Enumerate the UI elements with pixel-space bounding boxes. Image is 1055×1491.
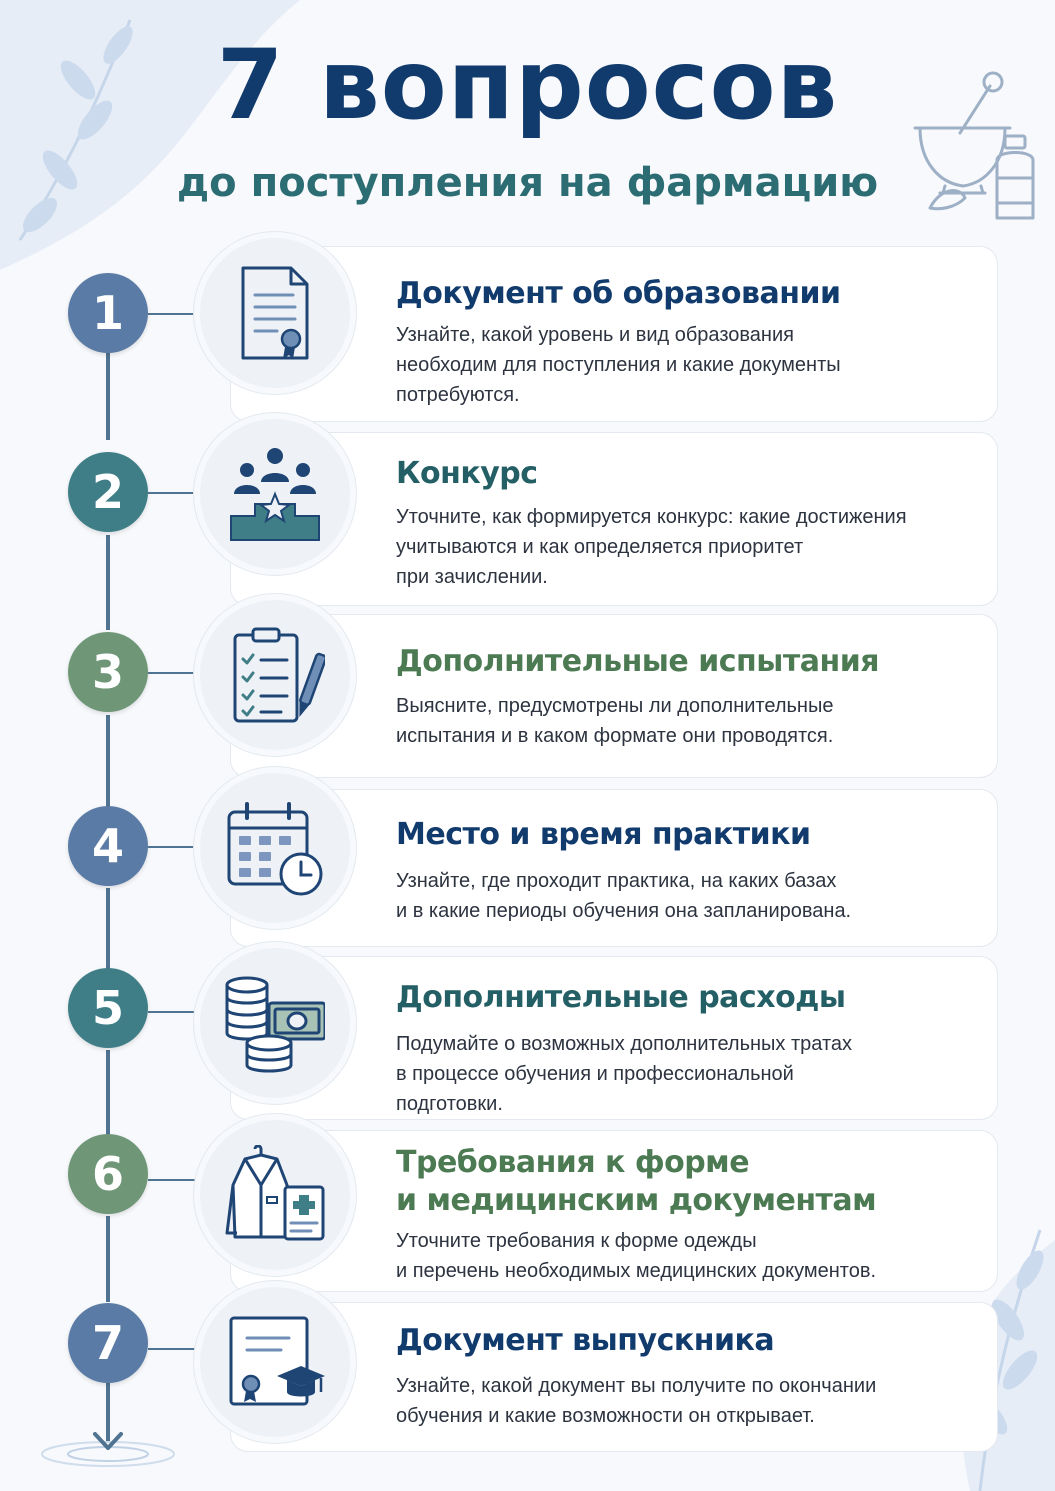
calendar-clock-icon xyxy=(225,798,325,898)
timeline-line-5 xyxy=(106,1050,110,1136)
step-title-3: Дополнительные испытания xyxy=(396,644,880,679)
step-title-6: Требования к форме и медицинским документам xyxy=(396,1145,877,1218)
diploma-certificate-icon xyxy=(225,263,325,363)
step-icon-circle-7 xyxy=(200,1287,350,1437)
step-icon-circle-4 xyxy=(200,773,350,923)
step-icon-circle-6 xyxy=(200,1120,350,1270)
coins-money-icon xyxy=(225,973,325,1073)
timeline-line-6 xyxy=(106,1216,110,1302)
header xyxy=(0,30,1055,208)
step-number-5: 5 xyxy=(68,968,148,1048)
timeline-line-1 xyxy=(106,352,110,440)
step-title-1: Документ об образовании xyxy=(396,276,841,311)
step-connector-1 xyxy=(148,313,200,315)
step-description-1: Узнайте, какой уровень и вид образования необходим для поступления и какие документы потребуются. xyxy=(396,324,841,406)
step-icon-circle-3 xyxy=(200,600,350,750)
step-connector-3 xyxy=(148,672,200,674)
step-title-5: Дополнительные расходы xyxy=(396,980,846,1015)
mortar-pestle-bottle-icon xyxy=(905,68,1040,228)
step-number-2: 2 xyxy=(68,452,148,532)
step-description-3: Выясните, предусмотрены ли дополнительные испытания и в каком формате они проводятся. xyxy=(396,695,834,747)
competition-podium-icon xyxy=(225,444,325,544)
step-number-1: 1 xyxy=(68,273,148,353)
timeline-line-3 xyxy=(106,715,110,808)
step-title-4: Место и время практики xyxy=(396,817,811,852)
step-title-2: Конкурс xyxy=(396,456,538,491)
step-description-5: Подумайте о возможных дополнительных тратах в процессе обучения и профессиональной подготовки. xyxy=(396,1033,852,1115)
clipboard-checklist-icon xyxy=(225,625,325,725)
step-icon-circle-1 xyxy=(200,238,350,388)
step-icon-circle-5 xyxy=(200,948,350,1098)
timeline-line-4 xyxy=(106,888,110,971)
lab-coat-medical-document-icon xyxy=(225,1145,325,1245)
step-number-7: 7 xyxy=(68,1303,148,1383)
step-connector-7 xyxy=(148,1348,200,1350)
graduate-document-icon xyxy=(225,1312,325,1412)
step-description-6: Уточните требования к форме одежды и перечень необходимых медицинских документов. xyxy=(396,1230,877,1282)
step-connector-4 xyxy=(148,846,200,848)
step-number-3: 3 xyxy=(68,632,148,712)
page-subtitle: до поступления на фармацию xyxy=(176,160,879,206)
page-title: 7 вопросов xyxy=(216,29,839,141)
step-title-7: Документ выпускника xyxy=(396,1323,775,1358)
step-connector-6 xyxy=(148,1179,200,1181)
step-description-4: Узнайте, где проходит практика, на каких базах и в какие периоды обучения она запланирована. xyxy=(396,870,852,922)
step-connector-2 xyxy=(148,492,200,494)
step-number-4: 4 xyxy=(68,806,148,886)
step-number-6: 6 xyxy=(68,1134,148,1214)
step-connector-5 xyxy=(148,1011,200,1013)
step-description-7: Узнайте, какой документ вы получите по окончании обучения и какие возможности он открывает. xyxy=(396,1375,877,1427)
step-icon-circle-2 xyxy=(200,419,350,569)
step-description-2: Уточните, как формируется конкурс: какие достижения учитываются и как определяется приоритет при зачислении. xyxy=(396,506,907,588)
timeline-line-2 xyxy=(106,535,110,630)
timeline-end-arrow-icon xyxy=(40,1420,180,1475)
